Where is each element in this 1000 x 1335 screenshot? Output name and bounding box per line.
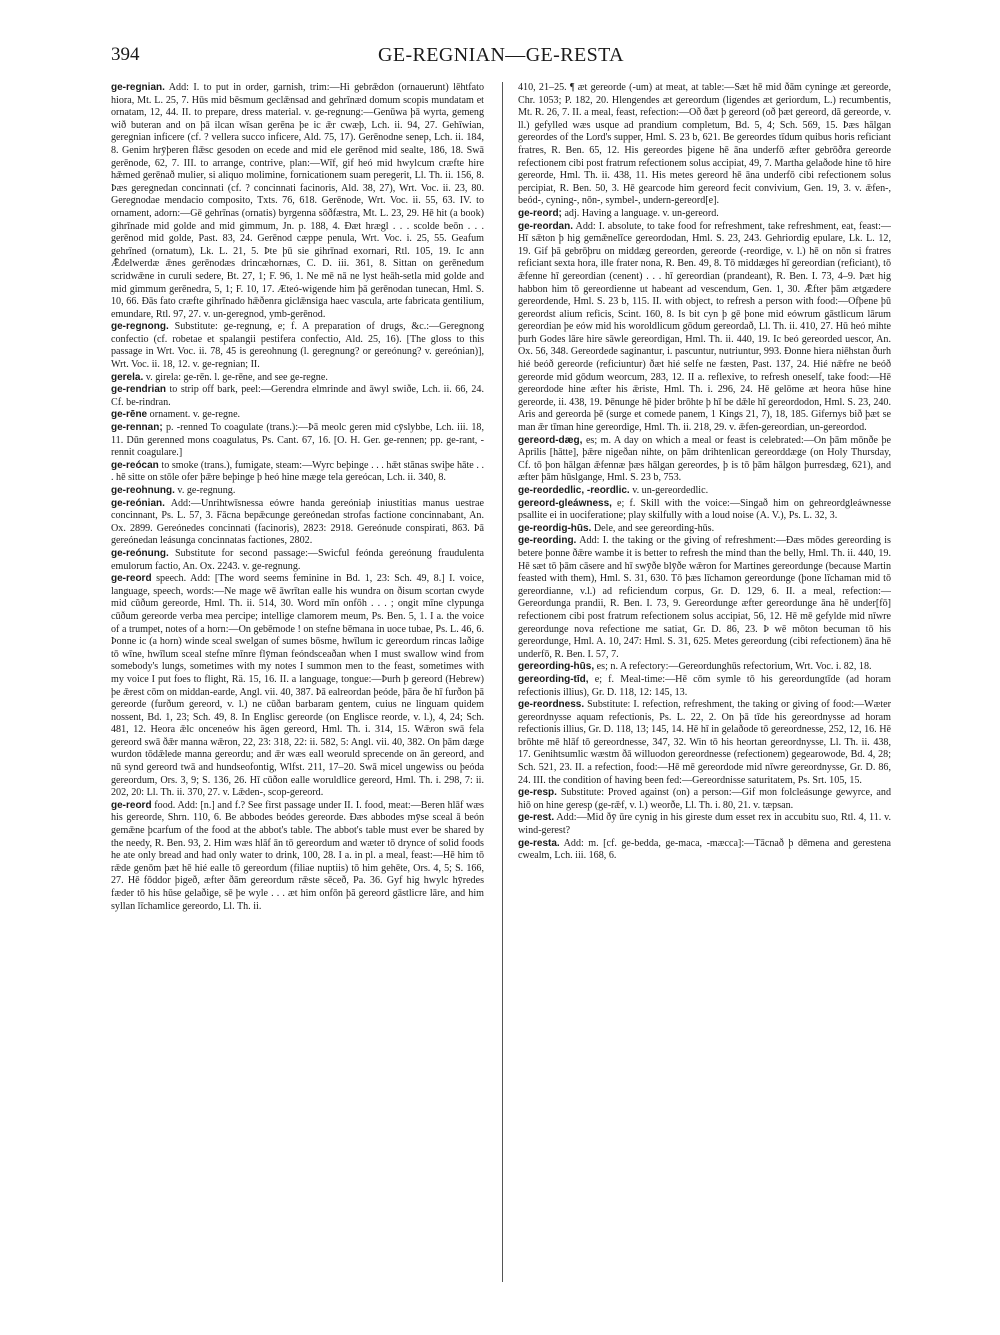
- right-column: [518, 82, 891, 1282]
- entry-definition: Add: I. the taking or the giving of refreshment:—Ðæs mōdes gereording is betere þonne ðǣre wambe it is better to refresh the mind than the belly, Hml. Th. ii. 440, 19. Hē sæt tō þām cāsere and hī swȳðe blȳðe wǣron for Martines gereordunge (because Martin feasted with them), Hml. S. 31, 630. Tō þæs līchamon gereordunge (þone līchaman mid tō gereordianne, v.l.) ad reficiendum corpus, Gr. D. 129, 6. II. a meal, refection:—Gereordunga prandii, R. Ben. I. 73, 9. Gereordunge æfter gereordunge āna hē under[fō] refectionem cibi post fratrum refectionem solus accipiat, 56, 12. Hē mē gefylde mid nīwre gereordunge nova refectione me satiat, Gr. D. 86, 23. Þ wē mōton becuman tō his gereordunge, Hml. A. 10, 247: Hml. S. 31, 625. Metes gereordung (cibi refectionem) āna hē underfō, R. Ben. I. 57, 7.: [518, 535, 891, 660]
- entry-definition: Add: m. [cf. ge-bedda, ge-maca, -mæcca]:—Tācnað þ dēmena and gerestena cwealm, Lch. iii. 168, 6.: [518, 837, 891, 862]
- entry-definition: ornament. v. ge-regne.: [149, 409, 241, 421]
- dictionary-entry: [111, 548, 484, 573]
- entry-headword: ge-reordig-hūs.: [518, 522, 592, 534]
- dictionary-entry: [111, 573, 484, 800]
- dictionary-entry: [518, 435, 891, 485]
- page-header: [111, 44, 891, 74]
- dictionary-entry: [518, 523, 891, 536]
- dictionary-entry: [111, 498, 484, 548]
- entry-definition: Add:—Mid ðȳ ūre cynig in his gireste dum esset rex in accubitu suo, Rtl. 4, 11. v. wind-gerest?: [518, 812, 891, 837]
- dictionary-entry: [518, 661, 891, 674]
- entry-definition: p. -renned To coagulate (trans.):—Þā meolc geren mid cȳslybbe, Lch. iii. 18, 11. Dūn gerenned mons coagulatus, Ps. Cant. 67, 16. [O. H. Ger. ge-rennen; pp. ge-rant, -rennit coagulare.]: [111, 422, 484, 459]
- entry-definition: Dele, and see gereording-hūs.: [593, 522, 715, 534]
- entry-headword: ge-reord: [111, 799, 152, 811]
- entry-headword: gereording-tīd,: [518, 673, 589, 685]
- entry-headword: ge-reónian.: [111, 497, 165, 509]
- entry-headword: ge-reord: [111, 573, 152, 585]
- dictionary-entry: [518, 221, 891, 435]
- entry-definition: v. girela: ge-rēn. l. ge-rēne, and see ge-regne.: [145, 371, 328, 383]
- dictionary-entry: [518, 787, 891, 812]
- dictionary-entry: [518, 498, 891, 523]
- running-head: GE-REGNIAN—GE-RESTA: [378, 44, 624, 66]
- entry-headword: ge-regnian.: [111, 82, 165, 93]
- entry-headword: ge-regnong.: [111, 321, 169, 333]
- dictionary-entry: [111, 460, 484, 485]
- dictionary-entry: [111, 321, 484, 371]
- dictionary-entry: [518, 699, 891, 787]
- entry-definition: adj. Having a language. v. un-gereord.: [564, 207, 719, 219]
- entry-headword: ge-reordan.: [518, 220, 574, 232]
- dictionary-entry: [518, 674, 891, 699]
- two-column-body: [111, 82, 891, 1282]
- page-number: 394: [111, 44, 140, 65]
- dictionary-entry: [111, 422, 484, 460]
- entry-headword: ge-reócan: [111, 459, 159, 471]
- dictionary-entry: [111, 372, 484, 385]
- entry-headword: ge-reónung.: [111, 547, 169, 559]
- entry-definition: food. Add: [n.] and f.? See first passage under II. I. food, meat:—Beren hlāf wæs his gereorde, Shrn. 110, 6. Be abbodes beódes gereorde. Ðæs abbodes mȳse sceal ā beón gemǣne þcarfum of the food at the abbot's table. The abbot's table must ever be shared by the needy, R. Ben. 93, 2. Him wæs hlāf ān tō gereordum and wæter tō drynce of solid foods he ate only bread and had only water to drink, 100, 28. I a. in pl. a meal, feast:—Hē him tō rǣde genōm þæt hē hié ealle tō gereordum (filiae nuptiis) tō him gehēte, Ors. 4, 5; S. 166, 27. Hē fōddor þigeð, æfter ðām gereordum rǣste sēceð, Pa. 36. Gyf hig hwylc hȳredes fæder tō his hūse gelaðige, sē þe wyle . . . æt him onfōn þā gereord gāstlicre lāre, and him syllan līchamlice gereordo, Ll. Th. ii.: [111, 799, 484, 912]
- entry-headword: ge-reordness.: [518, 699, 585, 711]
- entry-headword: ge-resta.: [518, 837, 560, 849]
- entry-headword: gereord-gleáwness,: [518, 497, 612, 509]
- entry-definition: Add: I. absolute, to take food for refreshment, take refreshment, eat, feast:—Hī sǣton þ hig gemǣnelīce gereordodan, Hml. S. 23, 243. Gehriordig epulare, Lk. L. 12, 19. Gif þā gebrōþru on middæg gereorden, gereorde (-reordige, v. l.) hē on nōn si fratres reficiant sexta hora, ille frater nona, R. Ben. 49, 8. Tō middæges hī gereordian (reficiant), tō ǣfenne hī gereordian (cenent) . . . hī gereordian (prandeant), R. Ben. I. 73, 4–9. Þæt hig habbon him tō gereordienne ut habeant ad vescendum, Gen. 1, 30. Ǣfter þām ætgædere gereordende, Hml. S. 23 b, 115. II. with object, to refresh a person with food:—Ofþene þū gereordst alium reficis, Scint. 160, 8. Is bit cyn þ gē þone mid eówrum gāstlicum lārum gereordian þe eów mid his woroldlicum gōdum gereordað, Ll. Th. ii. 410, 27. Hū heó mihte þurh Godes lāre hire sāwle gereordigan, Hml. Th. ii. 440, 19. Ic beó gereorded uescor, An. Ox. 56, 348. Gereordede saginantur, i. pascuntur, nutriuntur, 993. Ðonne hiera niēhstan ðurh hié beóð gereorde (reficiuntur) ðæt hié selfe ne fæsten, Past. 137, 24. Hié nǣfre ne beóð gereorde mid gōdum weorcum, 283, 12. II a. reflexive, to refresh oneself, take food:—Hē gereordode hine æfter his ǣriste, Hml. Th. i. 296, 24. Hē gelōme æt heora hūse hine gereorde, ii. 438, 19. Þēnunge hē þider brōhte þ hī be dǣle hī gereordodon, Hml. S. 23, 240. Aris and gereorda þē (surge et comede panem, 1 Kings 21, 7), 18, 185. Gifernys bið þæt se man ǣr tīman hine gereordige, Hml. Th. ii. 218, 29. v. ǣfen-gereordian, un-gereordod.: [518, 220, 891, 434]
- entry-headword: ge-rest.: [518, 812, 555, 824]
- entry-definition: to smoke (trans.), fumigate, steam:—Wyrc beþinge . . . hǣt stānas swiþe hāte . . . hē sitte on stōle ofer þǣre beþinge þ heó hine mæge tela gereócan, Lch. ii. 340, 8.: [111, 459, 484, 484]
- entry-definition: e; f. Skill with the voice:—Singað him on gehreordgleáwnesse psallite ei in uociferatione; play skilfully with a loud noise (A. V.), Ps. L. 32, 3.: [518, 497, 891, 522]
- dictionary-entry: [111, 82, 484, 321]
- entry-headword: gereord-dæg,: [518, 434, 583, 446]
- dictionary-entry: [111, 485, 484, 498]
- entry-definition: es; m. A day on which a meal or feast is celebrated:—On þām mōnðe þe Aprilis [hātte], þǣre nigeðan nihte, on þām drihtenlican gereorddæge (on Holy Thursday, Cf. tō þon hālgan ǣfennæ þæs hālgan gereordes, þ is tō þām hālgon þurresdæg, 621), and æfter þām hūslgange, Hml. S. 23 b, 753.: [518, 434, 891, 484]
- left-column: [111, 82, 484, 1282]
- dictionary-entry: [111, 800, 484, 913]
- dictionary-entry: [518, 485, 891, 498]
- entry-headword: ge-reording.: [518, 535, 577, 547]
- entry-definition: Substitute: Proved against (on) a person:—Gif mon folcleásunge gewyrce, and hiō on hine geresp (ge-rǣf, v. l.) weorðe, Ll. Th. i. 80, 21. v. tæpsan.: [518, 787, 891, 811]
- entry-definition: Add: I. to put in order, garnish, trim:—Hi gebrǣdon (ornauerunt) lēhtfato hiora, Mt. L. 25, 7. Hūs mid bēsmum geclǣnsad and gehrīnæd domum scopis mundatam et ornatam, 12, 44. II. to prepare, dress material. v. ge-regnung:—Genūwa þā wyrta, gemeng wið buteran and on þā ilcan wīsan gerēna þe ic ǣr cwæþ, Lch. ii. 94, 27. Gehīwian, geregnian inficere (cf. ? vellera succo inficere, Ald. 75, 17). Gerēnodne senep, Lch. ii. 184, 8. Genim hrȳþeren flǣsc gesoden on ecede and mid ele gerēnod mid sealte, 186, 18. Swā gerēnode, 62, 7. III. to arrange, contrive, plan:—Wīf, gif heó mid hwylcum cræfte hire hǣmed gerēnað mulier, si aliquo molimine, fornicationem suam peregerit, Ll. Th. ii. 156, 8. Þæs geregnedan concinnati (cf. ? concinnati facinoris, Ald. 38, 27), Wrt. Voc. ii. 23, 80. Geregnodae mendacio composito, Txts. 76, 618. Gerēnode, Wrt. Voc. ii. 55, 63. IV. to ornament, adorn:—Gē gehrīnas (ornatis) byrgenna sōðfæstra, Mt. L. 23, 29. Hē hit (a book) gihrīnade mid golde and mid gimmum, Jn. p. 188, 4. Ðæt hrægl . . . scolde beōn . . . gerēnod mid golde, Past. 83, 24. Gerēnod cæppe penula, Wrt. Voc. i. 25, 55. Geafum gehrīned (ornatum), Lk. L. 21, 5. Þte þū sie gihrīnad exornari, Rtl. 105, 19. Ic ann Ǣdelwerdæ ǣnes gerēnodæs drincæhornæs, C. D. iii. 361, 8. Sittan on gerēnedum scridwǣne in curuli sedere, Bt. 27, 1; F. 96, 1. Ne mē nā ne lyst heāh-setla mid golde and mid gimmum gerēnedra, 5, 1; F. 10, 17. Æteó-wigende him þā gerēnodan tunecan, Hml. S. 10, 66. Ðās fato cræfte gihrīnado hǣðenra giclǣnsiga haec vascula, arte fabricata gentilium, emundare, Rtl. 97, 27. v. un-geregnod, ymb-gerēnod.: [111, 82, 484, 320]
- entry-headword: ge-rēne: [111, 409, 148, 421]
- entry-headword: ge-reord;: [518, 207, 562, 219]
- entry-definition: speech. Add: [The word seems feminine in Bd. 1, 23: Sch. 49, 8.] I. voice, language, speech, words:—Ne mage wē āwrītan ealle his wundra on ðisum scortan cwyde mid cūðum gereorde, Hml. Th. ii. 514, 30. Word mīn onfōh . . . ; ongit mīne clypunga cūðum gereorde verba mea percipe; intellige clamorem meum, Ps. Ben. 5, 1. I a. the voice of a trumpet, notes of a horn:—On gebēmode ! on stefne bēmana in uoce tubae, Ps. L. 46, 6. Þonne ic (a horn) winde sceal swelgan of sumes bōsme, hwīlum ic gereordum rincas laðige tō wīne, hwīlum sceal stefne mīnre flȳman feóndsceaðan when I must swallow wind from somebody's lungs, sometimes with my notes I summon men to the feast, sometimes with my voice I put foes to flight, Rä. 15, 16. II. a language, tongue:—Þurh þ gereord (Hebrew) þe ǣrest cōm on middan-earde, Angl. vii. 40, 387. Þā ealreordan þeóde, þāra ðe hī furðon þā gereorde (furðum gereord, v. l.) ne cūðan barbaram gentem, cuius ne linguam quidem nossent, Bd. 1, 23; Sch. 49, 8. In Englisc gereorde (on Englisce reorde, v. l.), 4, 24; Sch. 481, 12. Heora ǣlc onceneów his āgen gereord, Hml. Th. i. 314, 15. Wǣron swā fela gereord swā ðǣr manna wǣron, 22, 23: 318, 22: ii. 582, 5: Angl. vii. 40, 382. On þām dæge wurdon tōdǣlede manna gereordu; and ǣr wæs eall weoruld sprecende on ān gereord, and nū synd gereord twā and hundseofontig, Wlfst. 211, 17–20. Swā micel ungewiss ou þeóda gereordum, Ors. 3, 9; S. 136, 26. Hī cūðon ealle woruldlice gereord, Hml. Th. i. 298, 7: ii. 202, 20: Ll. Th. ii. 370, 27. v. Lǣden-, scop-gereord.: [111, 573, 484, 799]
- entry-definition: v. un-gereordedlic.: [632, 485, 709, 496]
- entry-headword: ge-reohnung.: [111, 485, 175, 496]
- dictionary-entry: [518, 838, 891, 863]
- entry-definition: Substitute: I. refection, refreshment, the taking or giving of food:—Wæter gereordnysse aquam refectionis, Ps. L. 22, 2. On þā tīde his gereordnysse ad horam refectionis illius, Gr. D. 118, 13; 145, 14. Hē hī in gelaðode tō gereordnesse, 252, 12, 16. Hē brōhte mē hlāf tō gereordnesse, 347, 32. Win tō his heortan gereordnysse, Ll. Th. ii. 438, 17. Genihtsumlic wæstm ðā willuodon gereordnesse (refectionem) gegearowode, Bd. 4, 28; Sch. 521, 23. II. a refection, food:—Hē mē gereordode mid nīwre gereordnysse, Gr. D. 86, 24. III. the condition of having been fed:—Gereordnisse saturitatem, Ps. Srt. 105, 15.: [518, 699, 891, 786]
- entry-definition: Add:—Unrihtwīsnessa eówre handa gereóniaþ iniustitias manus uestrae concinnant, Ps. L. 57, 3. Fācna bepǣcunge gereónedan strofas factione concinnabant, An. Ox. 2899. Gereónedes concinnati (facinoris), 2823: 2918. Gereónude conspirati, 863. Þā gereónedan leásunga concinnatas factiones, 2802.: [111, 497, 484, 547]
- entry-headword: ge-resp.: [518, 787, 557, 799]
- dictionary-entry: [111, 409, 484, 422]
- dictionary-entry: [518, 812, 891, 837]
- entry-headword: ge-rennan;: [111, 422, 163, 434]
- dictionary-entry: [518, 535, 891, 661]
- entry-definition: 410, 21–25. ¶ æt gereorde (-um) at meat, at table:—Sæt hē mid ðām cyninge æt gereorde, Chr. 1053; P. 182, 20. Hlengendes æt gereordum (ligendes æt geriordum, L.) recumbentis, Mt. R. 26, 7. II. a meal, feast, refection:—Oð ðæt þ gereord (oð þæt gereord, dā gereorde, v. ll.) gefylled wæs usque ad prandium completum, Bd. 5, 4; Sch. 569, 15. Þæs hālgan gereordes of the Lord's supper, Hml. S. 23 b, 621. Be gereordes tīdum quibus horis reficiant fratres, R. Ben. 65, 12. His gereordes þigene hē āna underfō æfter gebrōðra gereorde refectionem cibi post fratrum refectionem solus accipiat, 49, 7. Martha gelaðode hine tō hire gereorde, Hml. Th. ii. 438, 11. His metes gereord hē āna underfō cibi refectionem solus percipiat, R. Ben. 50, 3. Hē gearcode him gereord fecit convivium, Gen. 19, 3. v. ǣfen-, beód-, cyning-, nōn-, symbel-, undern-gereord[e].: [518, 82, 891, 207]
- entry-definition: es; n. A refectory:—Gereordunghūs refectorium, Wrt. Voc. i. 82, 18.: [596, 661, 872, 673]
- entry-headword: ge-reordedlic, -reordlic.: [518, 485, 630, 496]
- entry-headword: gereording-hūs,: [518, 661, 595, 673]
- entry-definition: Substitute: ge-regnung, e; f. A preparation of drugs, &c.:—Geregnong confectio (cf. robetae et spalangii pestifera confectio, Ald. 25, 16). [The gloss to this passage in Wrt. Voc. ii. 78, 45 is gereohnung (l. geregnung? or gereónung? v. gereónian)], Wrt. Voc. ii. 18, 12. v. ge-regnian; II.: [111, 321, 484, 371]
- entry-headword: ge-rendrian: [111, 384, 167, 396]
- entry-definition: e; f. Meal-time:—Hē cōm symle tō his gereordungtīde (ad horam refectionis illius), Gr. D. 118, 12: 145, 13.: [518, 673, 891, 698]
- entry-definition: v. ge-regnung.: [177, 485, 236, 496]
- entry-headword: gerela.: [111, 371, 144, 383]
- entry-definition: to strip off bark, peel:—Gerendra elmrinde and āwyl swiðe, Lch. ii. 66, 24. Cf. be-rindran.: [111, 384, 484, 408]
- dictionary-entry: [518, 82, 891, 208]
- column-divider: [502, 82, 503, 1282]
- dictionary-entry: [518, 208, 891, 221]
- dictionary-entry: [111, 384, 484, 409]
- entry-definition: Substitute for second passage:—Swicful feónda gereónung fraudulenta emulorum factio, An. Ox. 2243. v. ge-regnung.: [111, 547, 484, 572]
